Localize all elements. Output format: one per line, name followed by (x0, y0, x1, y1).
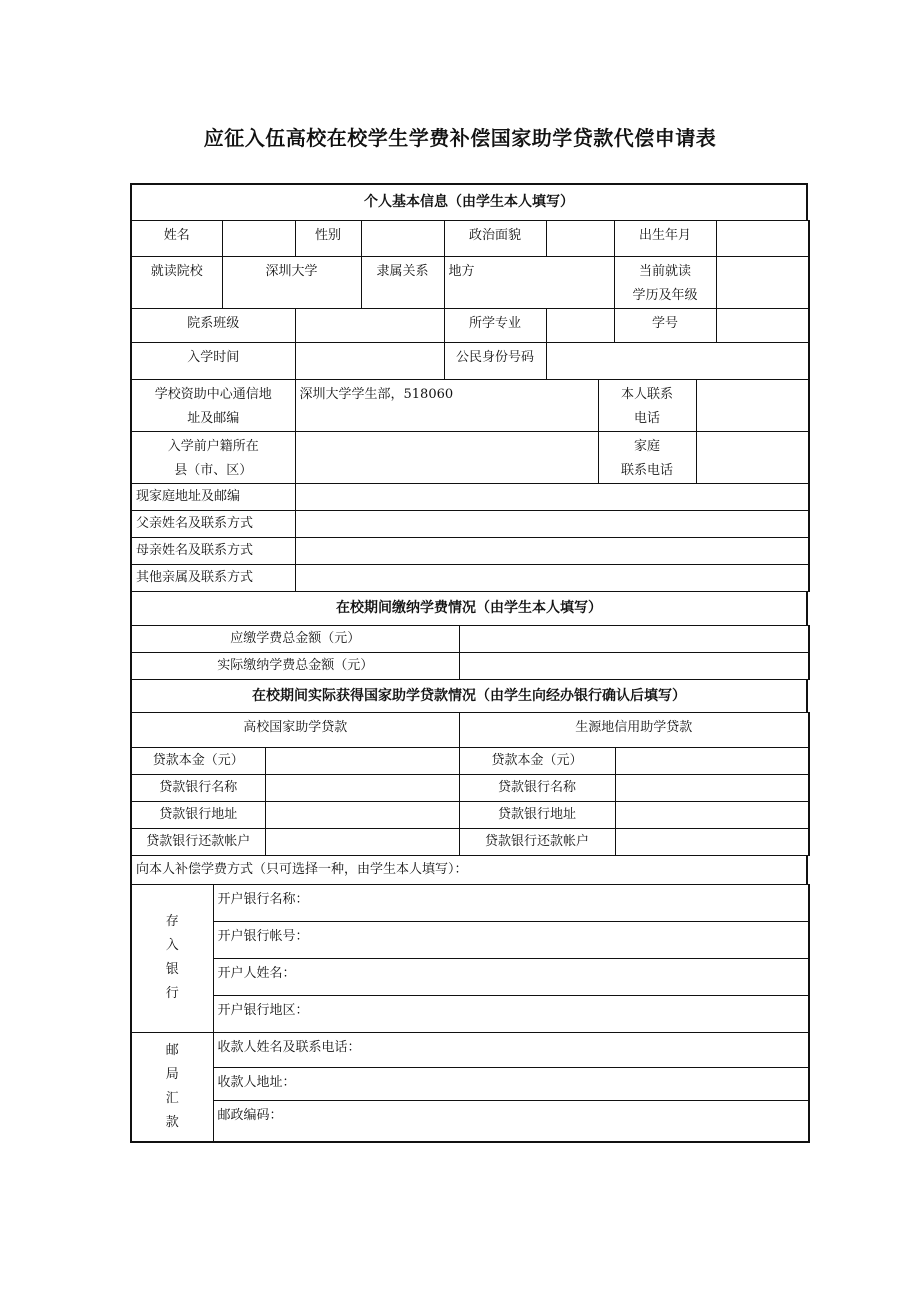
school-label: 就读院校 (131, 256, 222, 308)
phone-label-line1: 本人联系 (620, 386, 673, 402)
compensation-intro: 向本人补偿学费方式（只可选择一种，由学生本人填写）： (131, 855, 807, 884)
other-label: 其他亲属及联系方式 (131, 564, 295, 591)
campus-loan-row-label: 贷款银行名称 (131, 774, 265, 801)
dept-label: 院系班级 (131, 308, 295, 342)
origin-loan-field[interactable] (615, 828, 809, 855)
origin-loan-row-label: 贷款本金（元） (459, 747, 615, 774)
name-field[interactable] (222, 220, 295, 256)
tuition-paid-label: 实际缴纳学费总金额（元） (131, 652, 459, 679)
home-phone-label-line2: 联系电话 (620, 462, 673, 478)
hukou-label-line2: 县（市、区） (174, 462, 253, 478)
father-label: 父亲姓名及联系方式 (131, 510, 295, 537)
rows-tuition (130, 625, 810, 680)
campus-loan-row-label: 贷款银行还款帐户 (131, 828, 265, 855)
hukou-label-line1: 入学前户籍所在 (167, 438, 259, 454)
phone-label (598, 379, 696, 431)
father-field[interactable] (295, 510, 809, 537)
political-field[interactable] (546, 220, 614, 256)
political-label: 政治面貌 (444, 220, 546, 256)
row-enroll (130, 342, 810, 380)
postal-remit-char: 款 (165, 1114, 179, 1130)
origin-loan-field[interactable] (615, 774, 809, 801)
id-field[interactable] (546, 342, 809, 379)
section-header-loans (130, 679, 808, 713)
section-title: 个人基本信息（由学生本人填写） (131, 184, 807, 220)
origin-loan-field[interactable] (615, 747, 809, 774)
row-school (130, 256, 810, 309)
tuition-due-label: 应缴学费总金额（元） (131, 625, 459, 652)
rows-address (130, 379, 810, 484)
aid-center-value[interactable]: 深圳大学学生部，518060 (295, 379, 598, 431)
major-field[interactable] (546, 308, 614, 342)
other-field[interactable] (295, 564, 809, 591)
phone-label-line2: 电话 (633, 410, 660, 426)
id-label: 公民身份号码 (444, 342, 546, 379)
bank-deposit-char: 行 (165, 986, 179, 1001)
campus-loan-title: 高校国家助学贷款 (131, 712, 459, 747)
degree-label (614, 256, 716, 308)
home-addr-field[interactable] (295, 483, 809, 510)
name-label: 姓名 (131, 220, 222, 256)
rows-compensation (130, 884, 810, 1144)
payee-address-field[interactable]: 收款人地址： (213, 1067, 809, 1100)
aid-center-label-line2: 址及邮编 (187, 410, 240, 426)
section-title: 在校期间缴纳学费情况（由学生本人填写） (131, 591, 807, 625)
origin-loan-row-label: 贷款银行地址 (459, 801, 615, 828)
campus-loan-field[interactable] (265, 747, 459, 774)
origin-loan-title: 生源地信用助学贷款 (459, 712, 809, 747)
compensation-intro-row (130, 855, 808, 885)
birth-field[interactable] (716, 220, 809, 256)
payee-name-phone-field[interactable]: 收款人姓名及联系电话： (213, 1032, 809, 1067)
campus-loan-field[interactable] (265, 801, 459, 828)
row-basic (130, 220, 810, 257)
gender-label: 性别 (295, 220, 361, 256)
mother-field[interactable] (295, 537, 809, 564)
origin-loan-row-label: 贷款银行还款帐户 (459, 828, 615, 855)
bank-account-field[interactable]: 开户银行帐号： (213, 921, 809, 958)
campus-loan-field[interactable] (265, 828, 459, 855)
campus-loan-field[interactable] (265, 774, 459, 801)
tuition-paid-field[interactable] (459, 652, 809, 679)
bank-deposit-char: 银 (165, 962, 179, 977)
postal-code-field[interactable]: 邮政编码： (213, 1100, 809, 1142)
postal-remit-char: 邮 (165, 1042, 179, 1058)
hukou-label (131, 431, 295, 483)
bank-deposit-char: 入 (165, 938, 179, 953)
campus-loan-row-label: 贷款银行地址 (131, 801, 265, 828)
bank-deposit-char: 存 (165, 914, 179, 929)
affiliation-value[interactable]: 地方 (444, 256, 614, 308)
postal-remit-char: 局 (165, 1066, 179, 1082)
postal-remit-char: 汇 (165, 1090, 179, 1106)
degree-label-line2: 学历及年级 (632, 287, 698, 303)
school-value[interactable]: 深圳大学 (222, 256, 361, 308)
application-form (130, 183, 808, 1143)
section-header-personal (130, 183, 808, 221)
origin-loan-row-label: 贷款银行名称 (459, 774, 615, 801)
aid-center-label (131, 379, 295, 431)
home-phone-label-line1: 家庭 (633, 438, 660, 454)
bank-region-field[interactable]: 开户银行地区： (213, 995, 809, 1032)
section-header-tuition (130, 591, 808, 626)
mother-label: 母亲姓名及联系方式 (131, 537, 295, 564)
home-phone-label (598, 431, 696, 483)
phone-field[interactable] (696, 379, 809, 431)
hukou-field[interactable] (295, 431, 598, 483)
enroll-label: 入学时间 (131, 342, 295, 379)
account-holder-field[interactable]: 开户人姓名： (213, 958, 809, 995)
postal-remit-label (131, 1032, 213, 1142)
tuition-due-field[interactable] (459, 625, 809, 652)
enroll-field[interactable] (295, 342, 444, 379)
rows-loans (130, 712, 810, 856)
home-phone-field[interactable] (696, 431, 809, 483)
form-title: 应征入伍高校在校学生学费补偿国家助学贷款代偿申请表 (203, 126, 717, 150)
bank-name-field[interactable]: 开户银行名称： (213, 884, 809, 921)
dept-field[interactable] (295, 308, 444, 342)
campus-loan-row-label: 贷款本金（元） (131, 747, 265, 774)
bank-deposit-label (131, 884, 213, 1032)
home-addr-label: 现家庭地址及邮编 (131, 483, 295, 510)
degree-field[interactable] (716, 256, 809, 308)
origin-loan-field[interactable] (615, 801, 809, 828)
affiliation-label: 隶属关系 (361, 256, 444, 308)
row-dept (130, 308, 810, 343)
major-label: 所学专业 (444, 308, 546, 342)
student-id-field[interactable] (716, 308, 809, 342)
rows-family (130, 483, 810, 592)
gender-field[interactable] (361, 220, 444, 256)
aid-center-label-line1: 学校资助中心通信地 (154, 386, 272, 402)
student-id-label: 学号 (614, 308, 716, 342)
degree-label-line1: 当前就读 (638, 263, 691, 279)
section-title: 在校期间实际获得国家助学贷款情况（由学生向经办银行确认后填写） (131, 679, 807, 712)
birth-label: 出生年月 (614, 220, 716, 256)
